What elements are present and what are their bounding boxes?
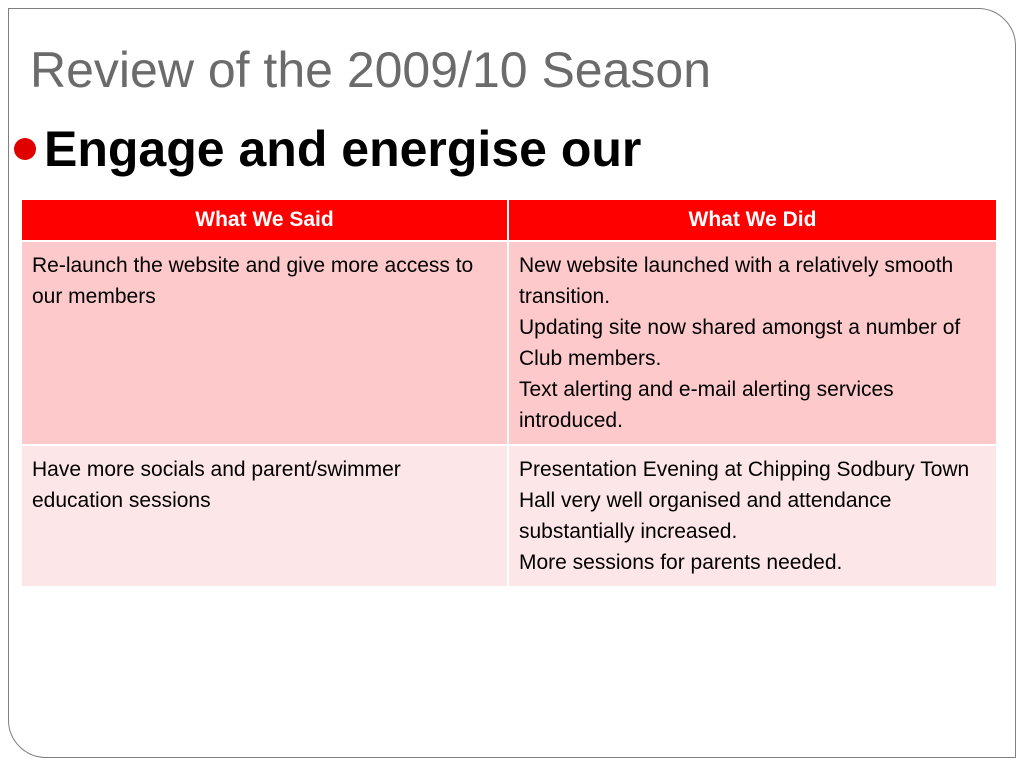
table-row [21,445,997,587]
did-cell [508,241,997,445]
bullet-point [14,112,974,196]
table-row [21,241,997,445]
did-line: More sessions for parents needed. [519,551,843,574]
review-table [20,198,998,588]
bullet-text: Engage and energise our [44,121,642,177]
header-what-we-said: What We Said [21,199,508,241]
table-header-row [21,199,997,241]
did-line: Presentation Evening at Chipping Sodbury Town Hall very well organised and attendance substantially increased. [519,458,970,543]
bullet-dot-icon [14,138,36,160]
did-cell [508,445,997,587]
said-cell: Have more socials and parent/swimmer education sessions [21,445,508,587]
did-line: New website launched with a relatively smooth transition. [519,254,954,308]
did-line: Updating site now shared amongst a number of Club members. [519,316,961,370]
header-what-we-did: What We Did [508,199,997,241]
did-line: Text alerting and e-mail alerting services introduced. [519,378,894,432]
slide-title: Review of the 2009/10 Season [30,42,712,98]
said-cell: Re-launch the website and give more access to our members [21,241,508,445]
